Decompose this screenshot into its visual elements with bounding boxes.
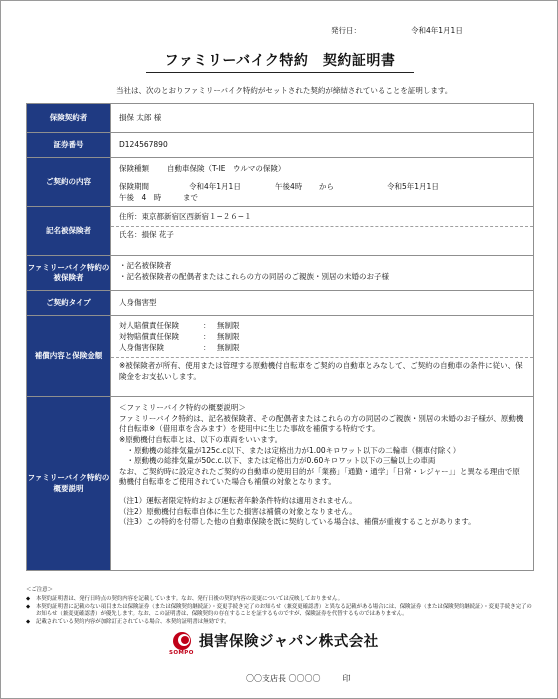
named-insured-value <box>111 207 533 255</box>
coverage-colon: ： <box>203 342 211 352</box>
period-label: 保険期間 <box>119 181 149 191</box>
intro-text: 当社は、次のとおりファミリーバイク特約がセットされた契約が締結されていることを証明します。 <box>116 86 453 95</box>
coverage-colon: ： <box>203 321 211 330</box>
insurance-type-label: 保険種類 <box>119 164 149 173</box>
policy-number-value: D124567890 <box>119 139 168 149</box>
bike-insured-item: ・記名被保険者 <box>119 261 172 270</box>
issue-date-label: 発行日： <box>331 26 361 35</box>
notice-section <box>26 587 534 627</box>
period-start-date: 令和4年1月1日 <box>189 181 241 191</box>
coverage-name: 人身傷害保険 <box>119 342 164 352</box>
summary-spacer <box>119 488 525 496</box>
summary-line: ※原動機付自転車とは、以下の車両をいいます。 <box>119 434 283 444</box>
row-contract <box>26 157 534 207</box>
row-named-insured <box>26 206 534 256</box>
row-policyholder <box>26 103 534 133</box>
summary-line: （注3）この特約を付帯した他の自動車保険を既に契約している場合は、補償が重複することがあります。 <box>119 517 476 527</box>
coverage-name: 対人賠償責任保険 <box>119 321 179 330</box>
notice-bullet: ◆ <box>26 619 31 626</box>
row-summary <box>26 396 534 571</box>
insurance-type <box>119 164 525 175</box>
summary-line: ・原動機の総排気量が125c.c以下、または定格出力が1.00キロワット以下の二輪車（側車付除く） <box>119 445 461 455</box>
coverage-amount: 無制限 <box>217 321 240 330</box>
notice-text: 記載されている契約内容が加除訂正されている場合、本契約証明書は無効です。 <box>36 619 230 626</box>
divider <box>111 226 533 227</box>
coverage-value <box>111 316 533 396</box>
row-label: ご契約の内容 <box>27 158 111 206</box>
row-label: 保険契約者 <box>27 104 111 132</box>
insurance-type-value: 自動車保険（T-IE ウルマの保険） <box>167 164 286 173</box>
contract-table <box>26 104 534 571</box>
sompo-logo-text: SOMPO <box>169 649 194 656</box>
row-label: 証券番号 <box>27 133 111 157</box>
bike-insured-item: ・記名被保険者の配偶者またはこれらの方の同居のご親族・別居の未婚のお子様 <box>119 271 389 281</box>
notice-item <box>26 596 534 604</box>
contract-type-value: 人身傷害型 <box>119 297 157 307</box>
notice-bullet: ◆ <box>26 603 31 610</box>
summary-line: ・原動機の総排気量が50c.c.以下、または定格出力が0.60キロワット以下の三輪以上の車両 <box>119 456 436 466</box>
branch-manager <box>246 673 351 684</box>
coverage-amount: 無制限 <box>217 342 240 352</box>
row-label: 補償内容と保険金額 <box>27 316 111 396</box>
bike-insured-value <box>111 256 533 290</box>
summary-line: （注2）原動機付自転車自体に生じた損害は補償の対象となりません。 <box>119 506 357 516</box>
company-logo <box>169 630 379 656</box>
coverage-item <box>119 321 525 332</box>
period-start-time: 午後4時 <box>275 181 303 191</box>
period-to: まで <box>183 192 198 202</box>
coverage-item <box>119 332 525 343</box>
policyholder-value: 損保 太郎 様 <box>119 112 162 122</box>
summary-value <box>111 397 533 570</box>
coverage-name: 対物賠償責任保険 <box>119 331 179 341</box>
insurance-period <box>119 182 525 204</box>
row-label: 記名被保険者 <box>27 207 111 255</box>
coverage-note: ※被保険者が所有、使用または管理する原動機付自転車をご契約の自動車とみなして、ご契約の自動車の条件に従い、保険金をお支払いします。 <box>119 360 523 381</box>
contract-value <box>111 158 533 206</box>
summary-line: ファミリーバイク特約は、記名被保険者、その配偶者またはこれらの方の同居のご親族・別居の未婚のお子様が、原動機付自転車※（借用車を含みます）を使用中に生じた事故を補償する特約です。 <box>119 413 524 434</box>
period-from: から <box>319 181 334 191</box>
summary-line: なお、ご契約時に設定されたご契約の自動車の使用目的が「業務」「通勤・通学」「日常・レジャー」」と異なる理由で原動機付自転車をご使用されていた場合も補償の対象となります。 <box>119 466 520 487</box>
sompo-mark-icon <box>169 631 194 656</box>
notice-head: ＜ご注意＞ <box>26 587 53 593</box>
notice-text: 本契約証明書に記載のない項目または保険証券（または保険契約継続証）・変更手続き完了のお知らせ（兼変更確認書）と異なる記載がある場合には、保険証券（または保険契約継続証）・変更手続き完了のお知らせ（兼変更確認書）が優先します。なお、この証明書は、保険契約の存在することを証するものですが、保険証券を代替するものではありません。 <box>36 603 532 618</box>
notice-text: 本契約証明書は、発行日時点の契約内容を記載しています。なお、発行日後の契約内容の変更については反映しておりません。 <box>36 595 344 602</box>
row-bike-insured <box>26 255 534 291</box>
branch-manager-name: 〇〇支店長 〇〇〇〇 <box>246 674 321 683</box>
document-title: ファミリーバイク特約 契約証明書 <box>146 50 414 73</box>
notice-item <box>26 619 534 627</box>
notice-bullet: ◆ <box>26 595 31 602</box>
divider <box>111 357 533 358</box>
insured-address: 住所：東京都新宿区西新宿１−２６−１ <box>119 212 252 221</box>
period-end-time: 午後 4 時 <box>119 192 162 202</box>
coverage-amount: 無制限 <box>217 331 240 341</box>
company-name: 損害保険ジャパン株式会社 <box>199 634 379 650</box>
coverage-item <box>119 343 525 354</box>
row-contract-type <box>26 290 534 316</box>
seal-mark: 印 <box>342 674 351 683</box>
row-policy-number <box>26 132 534 158</box>
period-end-date: 令和5年1月1日 <box>387 181 439 191</box>
row-label: ファミリーバイク特約の被保険者 <box>27 256 111 290</box>
summary-line: ＜ファミリーバイク特約の概要説明＞ <box>119 403 246 412</box>
row-coverage <box>26 315 534 397</box>
row-label: ファミリーバイク特約の概要説明 <box>27 397 111 570</box>
coverage-colon: ： <box>203 331 211 341</box>
notice-item <box>26 604 534 620</box>
summary-line: （注1）運転者限定特約および運転者年齢条件特約は適用されません。 <box>119 496 357 506</box>
issue-date <box>331 25 463 36</box>
insured-name: 氏名：損保 花子 <box>119 229 174 239</box>
issue-date-value: 令和4年1月1日 <box>411 26 463 35</box>
row-label: ご契約タイプ <box>27 291 111 315</box>
